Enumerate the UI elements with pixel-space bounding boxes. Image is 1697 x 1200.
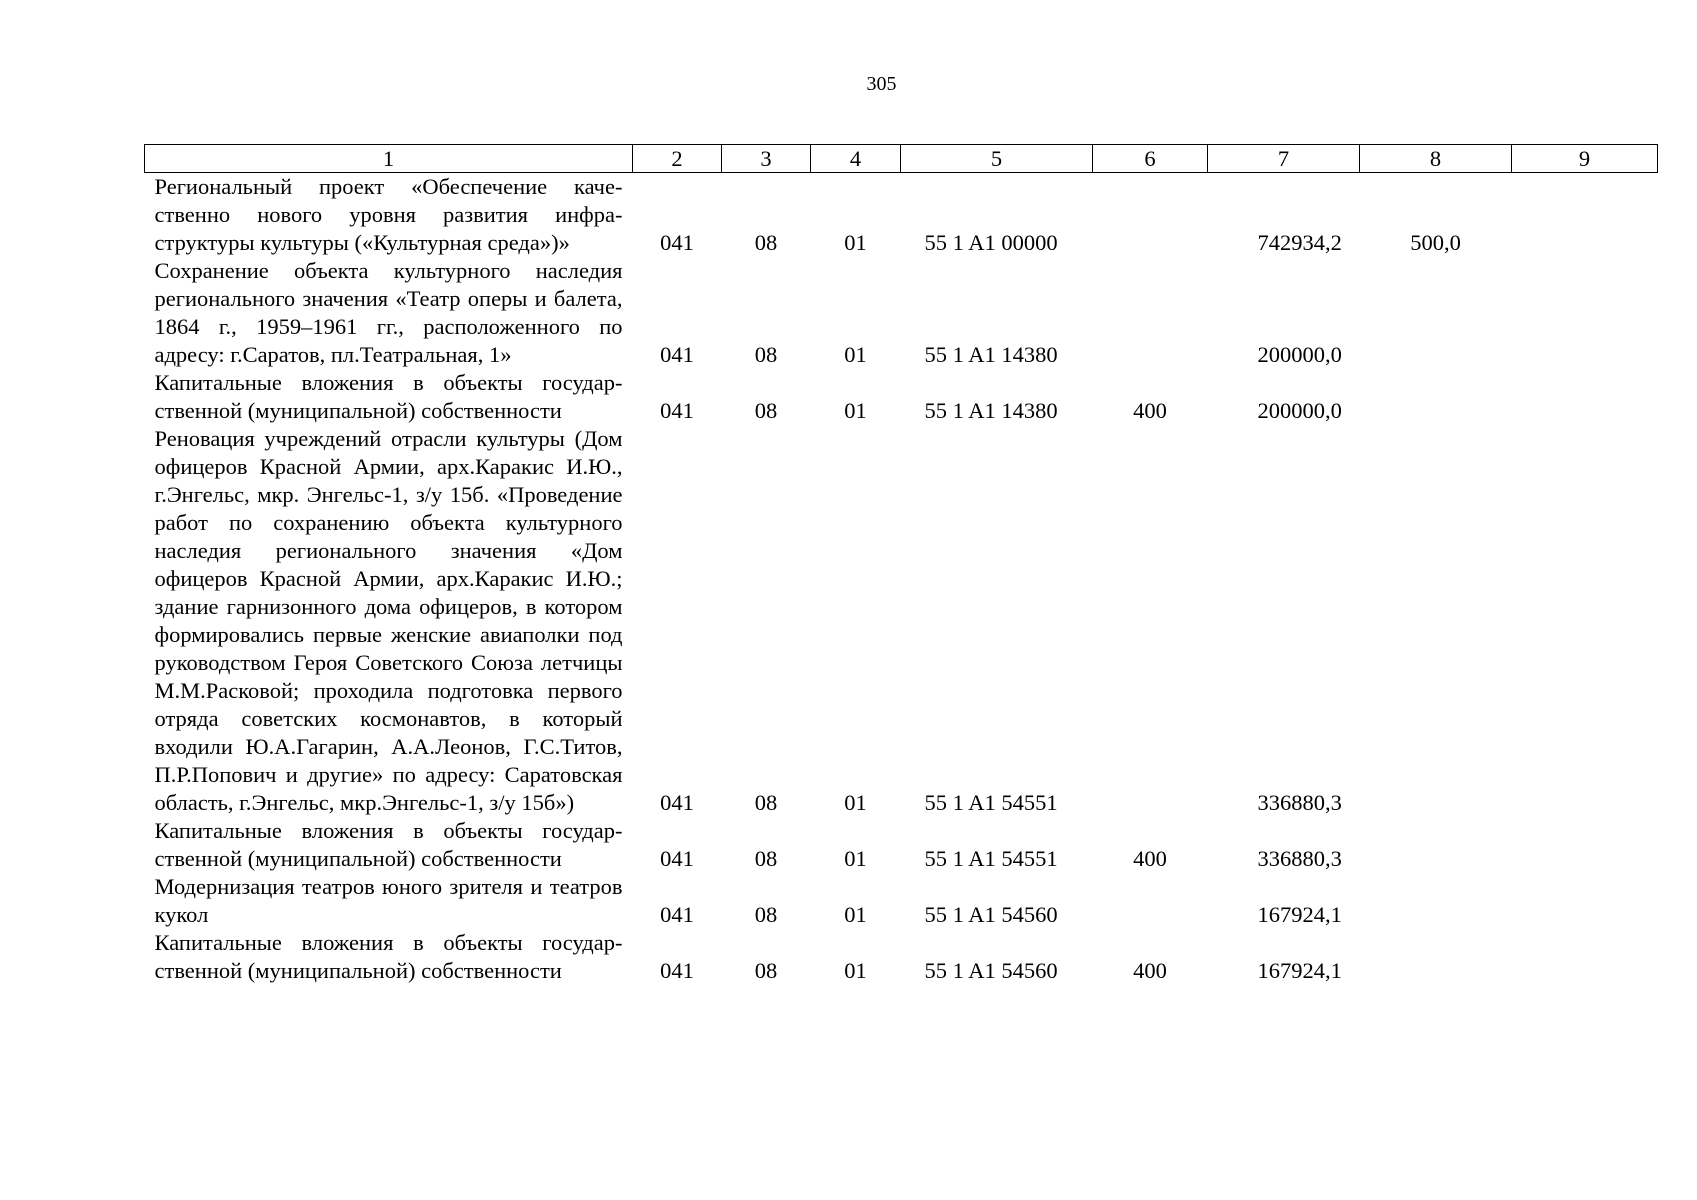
table-row [145,369,1658,425]
row-subsection-code: 01 [844,342,867,367]
row-section-code: 08 [754,846,778,871]
row-subsection-code: 01 [844,398,867,423]
row-ministry-code: 041 [660,958,694,983]
row-section-code: 08 [754,958,778,983]
row-target-article: 55 1 A1 14380 [924,342,1058,367]
table-row [145,929,1658,985]
header-col-7: 7 [1208,145,1360,173]
row-ministry-code: 041 [660,902,694,927]
row-subsection-code: 01 [844,790,867,815]
row-subsection-code: 01 [844,846,867,871]
row-col-8 [1360,817,1512,873]
row-expense-type: 400 [1133,398,1167,423]
row-col-8 [1360,929,1512,985]
row-name: Модернизация театров юного зрителя и театров кукол [154,874,623,927]
row-amount: 742934,2 [1257,230,1342,255]
table-row [145,817,1658,873]
row-name: Капитальные вложения в объекты государственной (муниципальной) собственности [154,370,623,423]
row-ministry-code: 041 [660,790,694,815]
row-section-code: 08 [754,902,778,927]
row-section-code: 08 [754,230,778,255]
row-col-8 [1360,369,1512,425]
row-col-9 [1512,817,1658,873]
header-col-8: 8 [1360,145,1512,173]
row-target-article: 55 1 A1 00000 [924,230,1058,255]
header-col-9: 9 [1512,145,1658,173]
row-target-article: 55 1 A1 54551 [924,790,1058,815]
row-amount: 200000,0 [1257,342,1342,367]
row-amount: 336880,3 [1257,790,1342,815]
row-ministry-code: 041 [660,230,694,255]
header-col-1: 1 [145,145,633,173]
row-ministry-code: 041 [660,846,694,871]
row-ministry-code: 041 [660,342,694,367]
row-col-8 [1360,257,1512,369]
row-col-8: 500,0 [1410,230,1461,255]
row-name: Капитальные вложения в объекты государственной (муниципальной) собственности [154,818,623,871]
row-section-code: 08 [754,342,778,367]
row-target-article: 55 1 A1 14380 [924,398,1058,423]
header-row [145,145,1658,173]
row-name: Региональный проект «Обеспечение качественно нового уровня развития инфраструктуры культуры («Культурная среда»)» [154,174,623,255]
row-section-code: 08 [754,790,778,815]
row-col-9 [1512,369,1658,425]
row-col-9 [1512,425,1658,817]
row-target-article: 55 1 A1 54551 [924,846,1058,871]
row-amount: 167924,1 [1257,958,1342,983]
table-row [145,873,1658,929]
row-expense-type [1093,257,1208,369]
row-target-article: 55 1 A1 54560 [924,902,1058,927]
row-name: Реновация учреждений отрасли культуры (Дом офицеров Красной Армии, арх.Каракис И.Ю., г.Энгельс, мкр. Энгельс-1, з/у 15б. «Проведение работ по сохранению объекта культурного наследия регионального значения «Дом офицеров Красной Армии, арх.Каракис И.Ю.; здание гарнизонного дома офицеров, в котором формировались первые женские авиаполки под руководством Героя Советского Союза летчицы М.М.Расковой; проходила подготовка первого отряда советских космонавтов, в который входили Ю.А.Гагарин, А.А.Леонов, Г.С.Титов, П.Р.Попович и другие» по адресу: Саратовская область, г.Энгельс, мкр.Энгельс-1, з/у 15б») [154,426,623,815]
row-col-8 [1360,425,1512,817]
row-amount: 200000,0 [1257,398,1342,423]
row-ministry-code: 041 [660,398,694,423]
table-row [145,425,1658,817]
row-col-9 [1512,173,1658,258]
row-subsection-code: 01 [844,902,867,927]
row-subsection-code: 01 [844,958,867,983]
row-section-code: 08 [754,398,778,423]
row-subsection-code: 01 [844,230,867,255]
row-expense-type: 400 [1133,958,1167,983]
header-col-2: 2 [633,145,722,173]
row-expense-type: 400 [1133,846,1167,871]
header-col-4: 4 [811,145,901,173]
header-col-6: 6 [1093,145,1208,173]
row-col-9 [1512,929,1658,985]
row-target-article: 55 1 A1 54560 [924,958,1058,983]
row-expense-type [1093,425,1208,817]
header-col-5: 5 [901,145,1093,173]
page-number: 305 [866,73,897,95]
row-amount: 167924,1 [1257,902,1342,927]
row-amount: 336880,3 [1257,846,1342,871]
row-expense-type [1093,873,1208,929]
table-row [145,257,1658,369]
header-col-3: 3 [722,145,811,173]
row-col-9 [1512,257,1658,369]
row-name: Капитальные вложения в объекты государственной (муниципальной) собственности [154,930,623,983]
row-col-8 [1360,873,1512,929]
row-expense-type [1093,173,1208,258]
row-name: Сохранение объекта культурного наследия регионального значения «Театр оперы и балета, 1864 г., 1959–1961 гг., расположенного по адресу: г.Саратов, пл.Театральная, 1» [154,258,623,367]
row-col-9 [1512,873,1658,929]
budget-table [144,144,1658,985]
table-row [145,173,1658,258]
